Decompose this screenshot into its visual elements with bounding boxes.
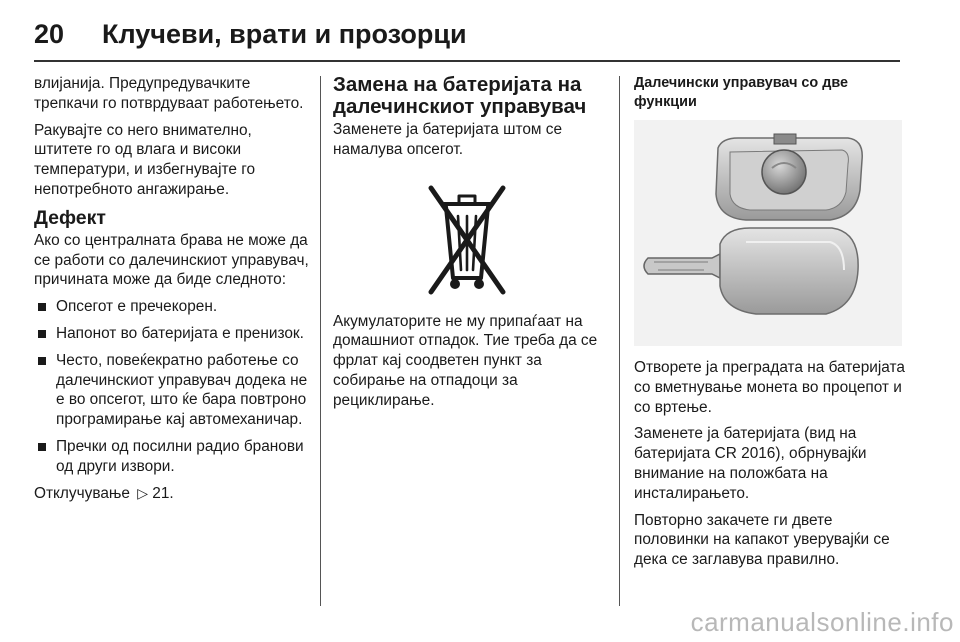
defect-text: Ако со централната брава не може да се работи со далечинскиот управувач, причината може да биде следното: [34, 231, 309, 289]
page-title: Клучеви, врати и прозорци [102, 18, 467, 49]
bullet-square-icon [38, 443, 46, 451]
list-item: Често, повеќекратно работење со далечинскиот управувач додека не е во опсегот, што ќе бара повтроно програмирање кај автомеханичар. [34, 351, 314, 430]
step-paragraph: Повторно закачете ги двете половинки на капакот уверувајќи се дека се заглавува правилно. [634, 511, 890, 569]
intro-paragraph: Ракувајте со него внимателно, штитете го од влага и високи температури, и избегнувајте го непотребното ангажирање. [34, 121, 256, 198]
cross-reference[interactable] [34, 484, 314, 504]
column-2 [333, 74, 605, 418]
step-paragraph: Отворете ја преградата на батеријата со вметнување монета во процепот и со вртење. [634, 359, 905, 416]
page-number: 20 [34, 18, 65, 49]
list-item: Напонот во батеријата е пренизок. [34, 324, 314, 344]
bullet-square-icon [38, 303, 46, 311]
recycling-text: Акумулаторите не му припаѓаат на домашниот отпадок. Тие треба да се фрлат кај соодветен пункт за собирање на отпадоци за рециклирање. [333, 312, 598, 409]
watermark-text: carmanualsonline.info [690, 607, 954, 637]
xref-label: Отклучување [34, 484, 130, 502]
page-header [34, 14, 904, 54]
bullet-square-icon [38, 330, 46, 338]
column-divider [619, 76, 620, 606]
intro-paragraph: влијанија. Предупредувачките трепкачи го потврдуваат работењето. [34, 75, 304, 112]
page-reference-arrow-icon: ▷ [137, 484, 149, 501]
list-item: Опсегот е пречекорен. [34, 297, 314, 317]
list-item: Пречки од посилни радио бранови од други извори. [34, 437, 314, 477]
column-1 [34, 74, 314, 510]
column-divider [320, 76, 321, 606]
defect-heading: Дефект [34, 206, 106, 229]
header-divider [34, 60, 900, 62]
key-battery-illustration [634, 120, 902, 346]
column-3 [634, 74, 910, 577]
step-paragraph: Заменете ја батеријата (вид на батеријата CR 2016), обрнувајќи внимание на положбата на инсталирањето. [634, 425, 867, 502]
crossed-out-bin-icon [417, 180, 517, 298]
battery-replacement-heading: Замена на батеријата на далечинскиот управувач [333, 73, 587, 118]
xref-page[interactable]: 21. [152, 484, 174, 502]
remote-heading: Далечински управувач со две функции [634, 75, 849, 110]
defect-causes-list [34, 297, 314, 476]
replacement-text: Заменете ја батеријата штом се намалува опсегот. [333, 121, 563, 158]
bullet-square-icon [38, 357, 46, 365]
